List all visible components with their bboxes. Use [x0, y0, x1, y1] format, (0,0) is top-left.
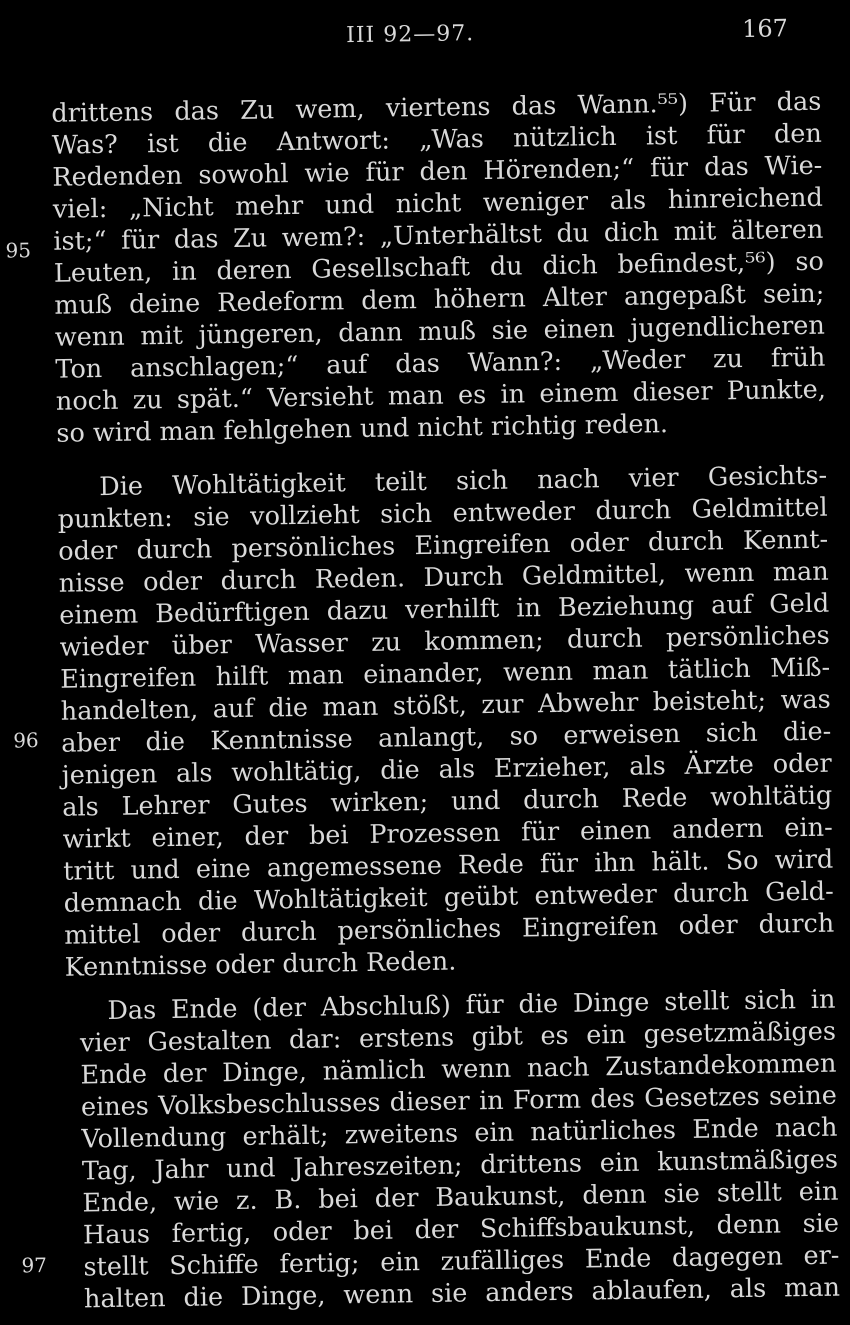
text-line: viel: „Nicht mehr und nicht weniger als hinreichend: [52, 182, 824, 225]
text-line: drittens das Zu wem, viertens das Wann.⁵⁵) Für das: [51, 86, 822, 129]
text-line: Die Wohltätigkeit teilt sich nach vier Gesichts-: [99, 460, 828, 503]
text-line: Vollendung erhält; zweitens ein natürliches Ende nach: [81, 1112, 838, 1155]
text-line: Ende, wie z. B. bei der Baukunst, denn sie stellt ein: [82, 1176, 839, 1219]
text-line: muß deine Redeform dem höhern Alter angepaßt sein;: [54, 278, 825, 321]
text-line: eines Volksbeschlusses dieser in Form des Gesetzes seine: [80, 1080, 838, 1123]
margin-number-97: 97: [21, 1253, 48, 1278]
text-line: noch zu spät.“ Versieht man es in einem dieser Punkte,: [55, 374, 827, 417]
text-line: Eingreifen hilft man einander, wenn man tätlich Miß-: [60, 652, 831, 695]
page-number: 167: [741, 14, 789, 43]
text-line: jenigen als wohltätig, die als Erzieher, als Ärzte oder: [61, 748, 832, 791]
text-line: punkten: sie vollzieht sich entweder durch Geldmittel: [57, 492, 828, 535]
text-line: wirkt einer, der bei Prozessen für einen andern ein-: [62, 812, 833, 855]
text-line: so wird man fehlgehen und nicht richtig reden.: [56, 409, 669, 449]
text-line: mittel oder durch persönliches Eingreifen oder durch: [64, 908, 835, 951]
text-line: Kenntnisse oder durch Reden.: [64, 946, 457, 983]
text-line: demnach die Wohltätigkeit geübt entweder durch Geld-: [63, 876, 834, 919]
text-line: wenn mit jüngeren, dann muß sie einen jugendlicheren: [54, 310, 826, 353]
text-line: nisse oder durch Reden. Durch Geldmittel, wenn man: [58, 556, 829, 599]
text-line: einem Bedürftigen dazu verhilft in Beziehung auf Geld: [59, 588, 830, 631]
text-line: Tag, Jahr und Jahreszeiten; drittens ein kunstmäßiges: [81, 1144, 839, 1187]
text-line: Das Ende (der Abschluß) für die Dinge stellt sich in: [107, 984, 836, 1027]
text-line: vier Gestalten dar: erstens gibt es ein gesetzmäßiges: [79, 1016, 837, 1059]
margin-number-96: 96: [13, 728, 39, 753]
text-line: wieder über Wasser zu kommen; durch persönliches: [59, 620, 830, 663]
text-line: tritt und eine angemessene Rede für ihn hält. So wird: [63, 844, 834, 887]
text-line: als Lehrer Gutes wirken; und durch Rede wohltätig: [62, 780, 833, 823]
text-line: Leuten, in deren Gesellschaft du dich befindest,⁵⁶) so: [53, 246, 825, 289]
running-head: III 92—97.: [345, 21, 475, 49]
text-line: Was? ist die Antwort: „Was nützlich ist für den: [51, 118, 823, 161]
text-line: aber die Kenntnisse anlangt, so erweisen sich die-: [61, 716, 832, 759]
text-line: Ende der Dinge, nämlich wenn nach Zustandekommen: [80, 1048, 837, 1091]
text-line: ist;“ für das Zu wem?: „Unterhältst du dich mit älteren: [53, 214, 824, 257]
text-line: Redenden sowohl wie für den Hörenden;“ für das Wie-: [52, 150, 823, 193]
text-line: Haus fertig, oder bei der Schiffsbaukunst, denn sie: [82, 1208, 840, 1251]
text-line: oder durch persönliches Eingreifen oder durch Kennt-: [58, 524, 829, 567]
text-line: halten die Dinge, wenn sie anders ablaufen, als man: [83, 1272, 841, 1315]
text-line: Ton anschlagen;“ auf das Wann?: „Weder zu früh: [55, 342, 826, 385]
margin-number-95: 95: [5, 238, 32, 263]
text-line: handelten, auf die man stößt, zur Abwehr beisteht; was: [60, 684, 831, 727]
text-line: stellt Schiffe fertig; ein zufälliges Ende dagegen er-: [83, 1240, 840, 1283]
